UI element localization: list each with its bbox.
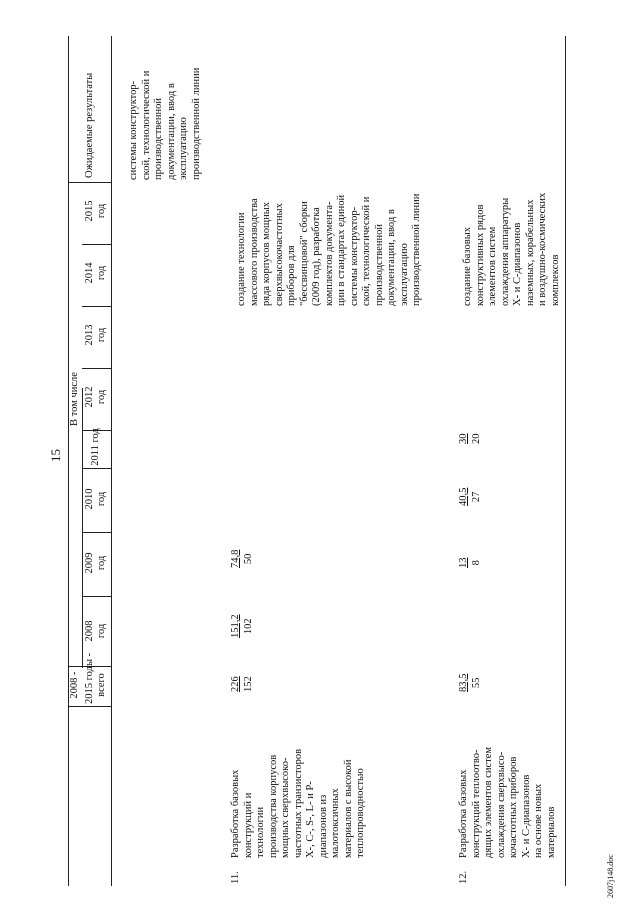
header-year-2012: 2012 год [84,386,107,408]
page-number: 15 [48,449,63,462]
header-year-2014: 2014 год [84,262,107,284]
row-2008: 151,2 102 [230,614,254,638]
row-total: 226 152 [230,676,254,692]
row-total: 83,5 55 [458,673,482,692]
row-2011: 30 20 [458,433,482,444]
header-period: 2008 - [69,671,80,699]
header-year-2015: 2015 год [84,200,107,222]
row-2009: 13 8 [458,557,482,568]
row-2010: 40,5 27 [458,487,482,506]
row-2009: 74,8 50 [230,549,254,568]
header-results: Ожидаемые результаты [84,72,95,178]
row-number: 12. [458,870,469,884]
row-name: Разработка базовых конструкций теплоотво- дящих элементов систем охлаждения сверхвысо- кочастотных приборов X- и C-диапазонов на основе новых материалов [458,746,557,858]
footer-filename: 2607j148.doc [606,854,615,898]
continuation-text: системы конструктор- ской, технологической и производственной документации, ввод в эксплуатацию производственной линии [128,67,202,180]
row-name: Разработка базовых конструкций и технологии производства корпусов мощных сверхвысоко- частотных транзисторов X-, C-, S-, L- и P- диапазонов из малотоксичных материалов с высокой теплопроводностью [230,748,366,858]
row-number: 11. [230,871,241,884]
row-result: создание технологии массового производства ряда корпусов мощных сверхвысокочастотных приборов для "бессвинцовой" сборки (2009 год), разработка комплектов документа- ции в стандартах единой системы конструктор- ской, технологической и производственной документации, ввод в эксплуатацию производственной линии [236,193,422,306]
header-year-2011: 2011 год [90,428,101,466]
row-result: создание базовых конструктивных рядов элементов систем охлаждения аппаратуры X- и C-диапазонов наземных, корабельных и воздушно-космических комплексов [462,192,561,306]
header-incl: В том числе [69,372,80,426]
header-year-2010: 2010 год [84,488,107,510]
header-total: 2015 годы - всего [84,652,107,704]
header-year-2008: 2008 год [84,620,107,642]
header-year-2013: 2013 год [84,324,107,346]
header-year-2009: 2009 год [84,552,107,574]
